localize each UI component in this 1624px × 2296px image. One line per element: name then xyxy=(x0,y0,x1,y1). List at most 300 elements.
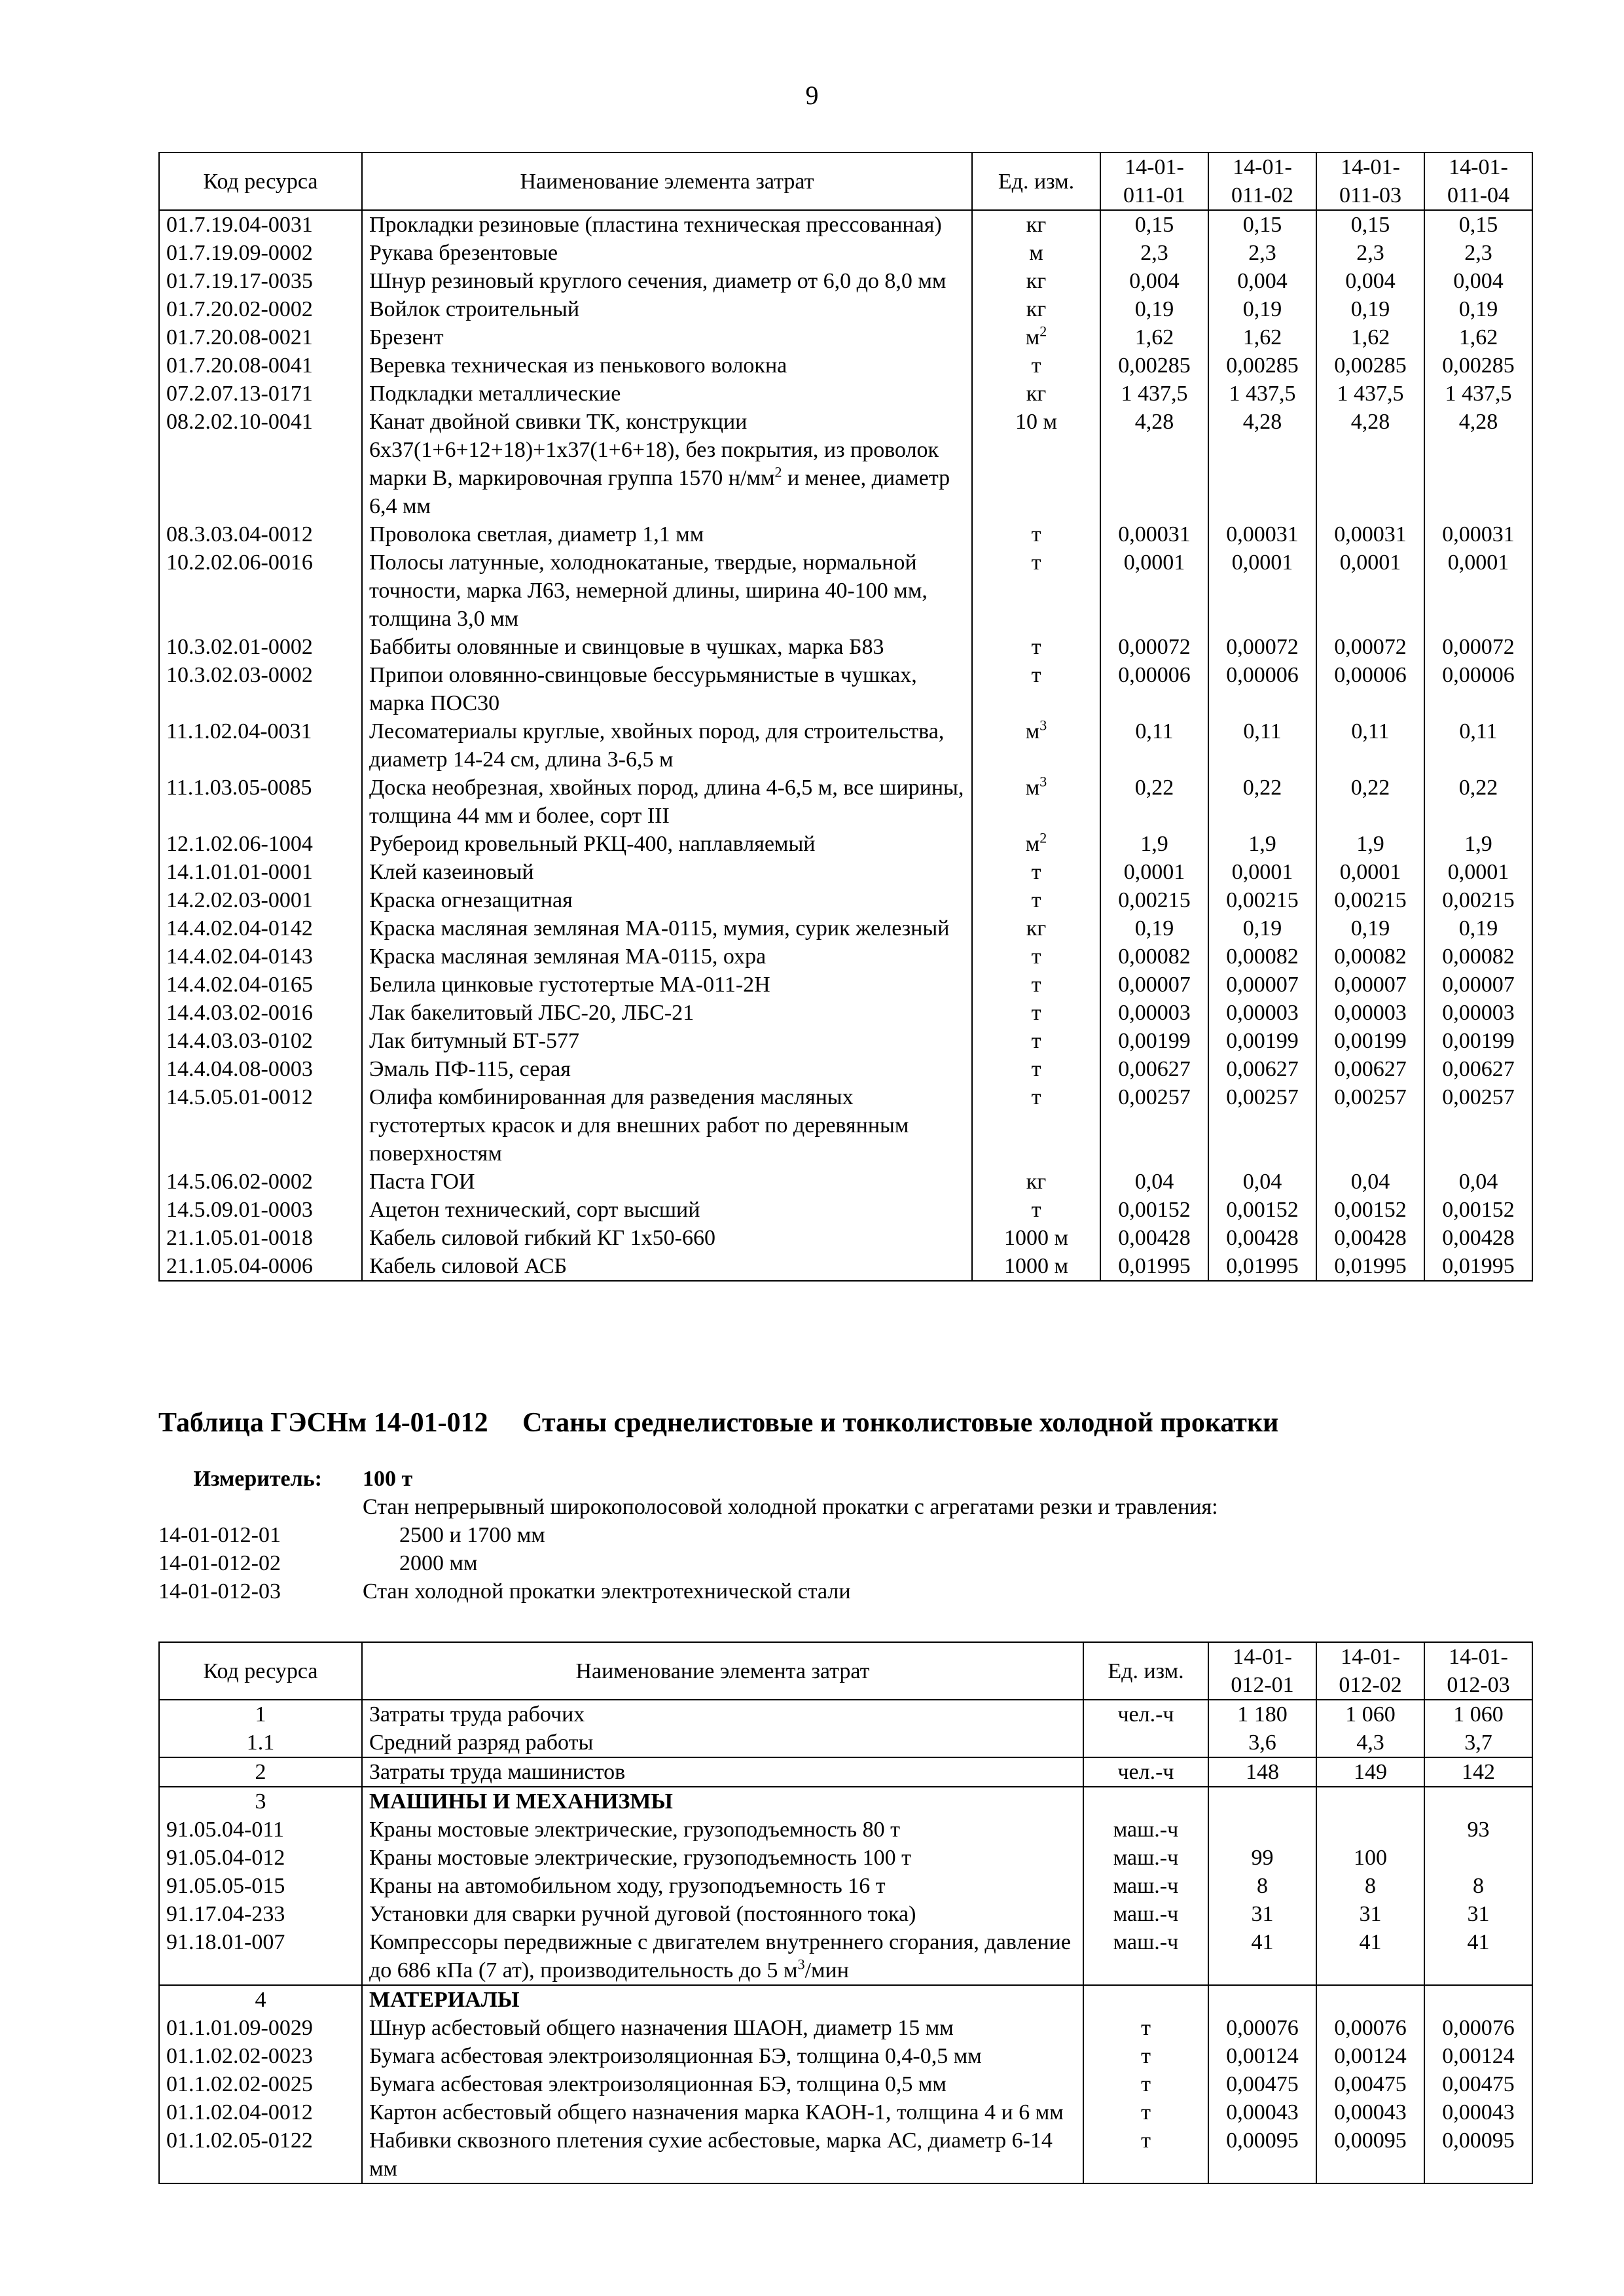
resource-code: 21.1.05.01-0018 xyxy=(159,1224,362,1252)
resource-code: 01.7.20.08-0021 xyxy=(159,323,362,351)
value-col-3: 8 xyxy=(1424,1872,1532,1900)
resource-code: 01.1.02.02-0023 xyxy=(159,2042,362,2070)
table-row xyxy=(159,1844,1532,1872)
value-col-2: 0,00082 xyxy=(1208,942,1316,971)
resource-name: Компрессоры передвижные с двигателем внутреннего сгорания, давление до 686 кПа (7 ат), производительность до 5 $м^3$/мин xyxy=(362,1928,1083,1985)
value-col-2: 149 xyxy=(1316,1757,1424,1787)
resource-name: Кабель силовой АСБ xyxy=(362,1252,972,1281)
value-col-3: 3,7 xyxy=(1424,1729,1532,1757)
value-col-3 xyxy=(1424,1787,1532,1816)
table-row xyxy=(159,971,1532,999)
resource-name: Баббиты оловянные и свинцовые в чушках, марка Б83 xyxy=(362,633,972,661)
resource-name: Олифа комбинированная для разведения масляных густотертых красок и для внешних работ по деревянным поверхностям xyxy=(362,1083,972,1168)
value-col-1: 0,00007 xyxy=(1100,971,1208,999)
resource-code: 4 xyxy=(159,1985,362,2014)
unit: кг xyxy=(972,267,1100,295)
value-col-4: 0,01995 xyxy=(1424,1252,1532,1281)
value-col-1: 0,00428 xyxy=(1100,1224,1208,1252)
resource-code: 01.7.19.04-0031 xyxy=(159,210,362,239)
header-col-3: 14-01-011-03 xyxy=(1316,152,1424,210)
resource-code: 01.7.20.02-0002 xyxy=(159,295,362,323)
resource-code: 91.05.04-012 xyxy=(159,1844,362,1872)
value-col-4: 0,004 xyxy=(1424,267,1532,295)
value-col-1: 0,00072 xyxy=(1100,633,1208,661)
table-row xyxy=(159,408,1532,520)
value-col-4: 0,15 xyxy=(1424,210,1532,239)
value-col-2: 0,00006 xyxy=(1208,661,1316,717)
resource-name: Краны мостовые электрические, грузоподъемность 80 т xyxy=(362,1816,1083,1844)
table-row xyxy=(159,661,1532,717)
value-col-3: 0,19 xyxy=(1316,914,1424,942)
value-col-1: 1 437,5 xyxy=(1100,380,1208,408)
value-col-1: 0,15 xyxy=(1100,210,1208,239)
resource-code: 01.7.20.08-0041 xyxy=(159,351,362,380)
resource-code: 01.7.19.17-0035 xyxy=(159,267,362,295)
value-col-2: 8 xyxy=(1316,1872,1424,1900)
resource-name: Краска огнезащитная xyxy=(362,886,972,914)
header-col-1: 14-01-011-01 xyxy=(1100,152,1208,210)
resource-name: Рукава брезентовые xyxy=(362,239,972,267)
resource-name: МАТЕРИАЛЫ xyxy=(362,1985,1083,2014)
resource-name: Затраты труда рабочих xyxy=(362,1700,1083,1729)
value-col-1: 0,19 xyxy=(1100,295,1208,323)
value-col-1: 0,00003 xyxy=(1100,999,1208,1027)
value-col-1: 0,00475 xyxy=(1208,2070,1316,2098)
value-col-3: 0,00152 xyxy=(1316,1196,1424,1224)
value-col-2: 0,0001 xyxy=(1208,858,1316,886)
resource-name: Лак битумный БТ-577 xyxy=(362,1027,972,1055)
value-col-2: 1,9 xyxy=(1208,830,1316,858)
resources-table-14-01-012 xyxy=(158,1641,1533,2184)
table-row xyxy=(159,1055,1532,1083)
value-col-3: 0,00006 xyxy=(1316,661,1424,717)
unit: т xyxy=(1083,2014,1208,2042)
value-col-3: 0,0001 xyxy=(1316,858,1424,886)
table-row xyxy=(159,2070,1532,2098)
resources-table-14-01-011 xyxy=(158,152,1533,1282)
value-col-3: 0,00072 xyxy=(1316,633,1424,661)
unit: 1000 м xyxy=(972,1252,1100,1281)
value-col-2: 0,01995 xyxy=(1208,1252,1316,1281)
resource-name: Эмаль ПФ-115, серая xyxy=(362,1055,972,1083)
value-col-1: 0,004 xyxy=(1100,267,1208,295)
value-col-1: 0,00627 xyxy=(1100,1055,1208,1083)
value-col-2: 4,3 xyxy=(1316,1729,1424,1757)
value-col-3: 0,00082 xyxy=(1316,942,1424,971)
resource-name: Набивки сквозного плетения сухие асбестовые, марка АС, диаметр 6-14 мм xyxy=(362,2126,1083,2183)
measure-item-code: 14-01-012-01 xyxy=(158,1523,281,1547)
unit: т xyxy=(1083,2126,1208,2183)
header-col-1: 14-01-012-01 xyxy=(1208,1642,1316,1700)
value-col-1: 0,00031 xyxy=(1100,520,1208,548)
section-row xyxy=(159,1985,1532,2014)
value-col-3: 93 xyxy=(1424,1816,1532,1844)
value-col-2: 0,15 xyxy=(1208,210,1316,239)
resource-name: Паста ГОИ xyxy=(362,1168,972,1196)
table-row xyxy=(159,1729,1532,1757)
unit: т xyxy=(972,351,1100,380)
table-row xyxy=(159,717,1532,774)
value-col-4: 0,00003 xyxy=(1424,999,1532,1027)
resource-name: Брезент xyxy=(362,323,972,351)
header-col-2: 14-01-012-02 xyxy=(1316,1642,1424,1700)
value-col-3: 0,04 xyxy=(1316,1168,1424,1196)
resource-name: Канат двойной свивки ТК, конструкции 6х37(1+6+12+18)+1х37(1+6+18), без покрытия, из проволок марки В, маркировочная группа 1570 $н/мм^2$ и менее, диаметр 6,4 мм xyxy=(362,408,972,520)
value-col-4: 0,00007 xyxy=(1424,971,1532,999)
measure-item-text: Стан холодной прокатки электротехнической стали xyxy=(363,1579,851,1604)
value-col-2 xyxy=(1316,1816,1424,1844)
value-col-2: 0,00428 xyxy=(1208,1224,1316,1252)
resource-code: 14.2.02.03-0001 xyxy=(159,886,362,914)
value-col-3: 4,28 xyxy=(1316,408,1424,520)
value-col-3: 0,01995 xyxy=(1316,1252,1424,1281)
value-col-1: 0,19 xyxy=(1100,914,1208,942)
value-col-1: 4,28 xyxy=(1100,408,1208,520)
value-col-2: 0,00475 xyxy=(1316,2070,1424,2098)
unit: $м^3$ xyxy=(972,717,1100,774)
unit: м xyxy=(972,239,1100,267)
value-col-3: 0,00124 xyxy=(1424,2042,1532,2070)
value-col-1: 31 xyxy=(1208,1900,1316,1928)
resource-name: Кабель силовой гибкий КГ 1х50-660 xyxy=(362,1224,972,1252)
resource-name: Подкладки металлические xyxy=(362,380,972,408)
value-col-2: 0,00627 xyxy=(1208,1055,1316,1083)
section-row xyxy=(159,1700,1532,1729)
resource-name: Затраты труда машинистов xyxy=(362,1757,1083,1787)
value-col-2: 0,11 xyxy=(1208,717,1316,774)
value-col-2: 31 xyxy=(1316,1900,1424,1928)
header-name: Наименование элемента затрат xyxy=(362,1642,1083,1700)
unit: т xyxy=(972,971,1100,999)
value-col-2: 1 060 xyxy=(1316,1700,1424,1729)
value-col-3: 0,00475 xyxy=(1424,2070,1532,2098)
resource-name: Бумага асбестовая электроизоляционная БЭ, толщина 0,4-0,5 мм xyxy=(362,2042,1083,2070)
unit: маш.-ч xyxy=(1083,1816,1208,1844)
value-col-3: 1,9 xyxy=(1316,830,1424,858)
value-col-4: 0,04 xyxy=(1424,1168,1532,1196)
value-col-3: 2,3 xyxy=(1316,239,1424,267)
value-col-3: 0,00043 xyxy=(1424,2098,1532,2126)
table-row xyxy=(159,1083,1532,1168)
value-col-3: 0,00428 xyxy=(1316,1224,1424,1252)
unit: т xyxy=(1083,2070,1208,2098)
value-col-4: 4,28 xyxy=(1424,408,1532,520)
resource-name: Лесоматериалы круглые, хвойных пород, для строительства, диаметр 14-24 см, длина 3-6,5 м xyxy=(362,717,972,774)
value-col-1 xyxy=(1208,1985,1316,2014)
resource-code: 11.1.03.05-0085 xyxy=(159,774,362,830)
header-unit: Ед. изм. xyxy=(972,152,1100,210)
unit: чел.-ч xyxy=(1083,1700,1208,1729)
value-col-1: 0,22 xyxy=(1100,774,1208,830)
unit xyxy=(1083,1985,1208,2014)
value-col-3: 41 xyxy=(1424,1928,1532,1985)
value-col-3: 0,00215 xyxy=(1316,886,1424,914)
unit: т xyxy=(972,520,1100,548)
table-row xyxy=(159,914,1532,942)
value-col-4: 0,00627 xyxy=(1424,1055,1532,1083)
value-col-1: 148 xyxy=(1208,1757,1316,1787)
unit: маш.-ч xyxy=(1083,1900,1208,1928)
header-code: Код ресурса xyxy=(159,1642,362,1700)
resource-name: Полосы латунные, холоднокатаные, твердые, нормальной точности, марка Л63, немерной длины, ширина 40-100 мм, толщина 3,0 мм xyxy=(362,548,972,633)
resource-name: Войлок строительный xyxy=(362,295,972,323)
measure-item-text: 2000 мм xyxy=(399,1551,478,1575)
unit: $м^2$ xyxy=(972,830,1100,858)
value-col-3: 1,62 xyxy=(1316,323,1424,351)
value-col-4: 0,22 xyxy=(1424,774,1532,830)
table-row xyxy=(159,267,1532,295)
unit: кг xyxy=(972,380,1100,408)
value-col-4: 1,9 xyxy=(1424,830,1532,858)
value-col-2: 0,00003 xyxy=(1208,999,1316,1027)
unit: т xyxy=(1083,2042,1208,2070)
unit: кг xyxy=(972,914,1100,942)
value-col-4: 1 437,5 xyxy=(1424,380,1532,408)
unit: 1000 м xyxy=(972,1224,1100,1252)
value-col-1: 1,9 xyxy=(1100,830,1208,858)
value-col-1: 0,01995 xyxy=(1100,1252,1208,1281)
resource-code: 10.3.02.01-0002 xyxy=(159,633,362,661)
unit: 10 м xyxy=(972,408,1100,520)
value-col-3: 0,00199 xyxy=(1316,1027,1424,1055)
resource-code: 01.1.02.04-0012 xyxy=(159,2098,362,2126)
page-number: 9 xyxy=(805,81,819,110)
measure-item xyxy=(158,1549,1218,1577)
value-col-2: 0,00031 xyxy=(1208,520,1316,548)
table-row xyxy=(159,1196,1532,1224)
unit: т xyxy=(972,942,1100,971)
unit: т xyxy=(972,633,1100,661)
unit: т xyxy=(972,999,1100,1027)
unit: кг xyxy=(972,295,1100,323)
value-col-4: 0,00082 xyxy=(1424,942,1532,971)
resource-name: Шнур резиновый круглого сечения, диаметр от 6,0 до 8,0 мм xyxy=(362,267,972,295)
resource-code: 14.4.04.08-0003 xyxy=(159,1055,362,1083)
value-col-1: 0,00043 xyxy=(1208,2098,1316,2126)
value-col-2: 1 437,5 xyxy=(1208,380,1316,408)
value-col-1: 1,62 xyxy=(1100,323,1208,351)
value-col-4: 0,19 xyxy=(1424,914,1532,942)
measure-item xyxy=(158,1577,1218,1605)
resource-name: Краска масляная земляная МА-0115, охра xyxy=(362,942,972,971)
value-col-2: 0,19 xyxy=(1208,295,1316,323)
value-col-2: 0,00199 xyxy=(1208,1027,1316,1055)
resource-code: 14.5.05.01-0012 xyxy=(159,1083,362,1168)
value-col-2: 0,00124 xyxy=(1316,2042,1424,2070)
header-col-2: 14-01-011-02 xyxy=(1208,152,1316,210)
table-row xyxy=(159,2014,1532,2042)
unit: маш.-ч xyxy=(1083,1844,1208,1872)
resource-code: 21.1.05.04-0006 xyxy=(159,1252,362,1281)
header-name: Наименование элемента затрат xyxy=(362,152,972,210)
value-col-1 xyxy=(1208,1787,1316,1816)
value-col-2: 0,0001 xyxy=(1208,548,1316,633)
resource-code: 91.05.04-011 xyxy=(159,1816,362,1844)
table-row xyxy=(159,999,1532,1027)
resource-code: 01.1.02.05-0122 xyxy=(159,2126,362,2183)
table-row xyxy=(159,548,1532,633)
value-col-2 xyxy=(1316,1787,1424,1816)
resource-code: 14.5.09.01-0003 xyxy=(159,1196,362,1224)
value-col-1: 3,6 xyxy=(1208,1729,1316,1757)
measure-item-text: 2500 и 1700 мм xyxy=(399,1523,545,1547)
resource-code: 14.4.02.04-0143 xyxy=(159,942,362,971)
value-col-1: 0,00124 xyxy=(1208,2042,1316,2070)
value-col-2: 0,00285 xyxy=(1208,351,1316,380)
table-row xyxy=(159,1928,1532,1985)
value-col-2: 100 xyxy=(1316,1844,1424,1872)
table-row xyxy=(159,351,1532,380)
resource-code: 11.1.02.04-0031 xyxy=(159,717,362,774)
unit: т xyxy=(972,886,1100,914)
value-col-1: 0,00215 xyxy=(1100,886,1208,914)
measure-item-code: 14-01-012-03 xyxy=(158,1579,281,1604)
resource-code: 14.4.03.03-0102 xyxy=(159,1027,362,1055)
resource-name: Прокладки резиновые (пластина техническая прессованная) xyxy=(362,210,972,239)
table-row xyxy=(159,633,1532,661)
value-col-4: 0,0001 xyxy=(1424,858,1532,886)
unit: т xyxy=(972,1196,1100,1224)
table-row xyxy=(159,1168,1532,1196)
value-col-1: 0,00082 xyxy=(1100,942,1208,971)
value-col-3: 0,004 xyxy=(1316,267,1424,295)
value-col-4: 1,62 xyxy=(1424,323,1532,351)
value-col-1: 0,00006 xyxy=(1100,661,1208,717)
value-col-1: 0,11 xyxy=(1100,717,1208,774)
value-col-1: 8 xyxy=(1208,1872,1316,1900)
resource-code: 01.1.01.09-0029 xyxy=(159,2014,362,2042)
value-col-2: 2,3 xyxy=(1208,239,1316,267)
value-col-1: 0,00257 xyxy=(1100,1083,1208,1168)
resource-name: Краска масляная земляная МА-0115, мумия, сурик железный xyxy=(362,914,972,942)
value-col-3 xyxy=(1424,1844,1532,1872)
resource-name: Бумага асбестовая электроизоляционная БЭ, толщина 0,5 мм xyxy=(362,2070,1083,2098)
value-col-4: 0,00428 xyxy=(1424,1224,1532,1252)
table-row xyxy=(159,210,1532,239)
value-col-3: 31 xyxy=(1424,1900,1532,1928)
resource-code: 14.4.03.02-0016 xyxy=(159,999,362,1027)
resource-code: 14.4.02.04-0142 xyxy=(159,914,362,942)
table-row xyxy=(159,239,1532,267)
value-col-1 xyxy=(1208,1816,1316,1844)
value-col-1: 0,00095 xyxy=(1208,2126,1316,2183)
value-col-3: 1 437,5 xyxy=(1316,380,1424,408)
header-code: Код ресурса xyxy=(159,152,362,210)
resource-name: Рубероид кровельный РКЦ-400, наплавляемый xyxy=(362,830,972,858)
unit: т xyxy=(972,1027,1100,1055)
header-col-4: 14-01-011-04 xyxy=(1424,152,1532,210)
unit: т xyxy=(972,548,1100,633)
resource-code: 2 xyxy=(159,1757,362,1787)
unit: т xyxy=(972,1055,1100,1083)
measure-block xyxy=(158,1465,1218,1605)
resource-name: Веревка техническая из пенькового волокна xyxy=(362,351,972,380)
value-col-3: 0,00076 xyxy=(1424,2014,1532,2042)
unit: т xyxy=(1083,2098,1208,2126)
table-title xyxy=(158,1407,1278,1439)
header-col-3: 14-01-012-03 xyxy=(1424,1642,1532,1700)
value-col-2 xyxy=(1316,1985,1424,2014)
table-row xyxy=(159,858,1532,886)
resource-code: 10.2.02.06-0016 xyxy=(159,548,362,633)
table-row xyxy=(159,295,1532,323)
resource-code: 91.05.05-015 xyxy=(159,1872,362,1900)
resource-name: Проволока светлая, диаметр 1,1 мм xyxy=(362,520,972,548)
unit: маш.-ч xyxy=(1083,1928,1208,1985)
value-col-2: 4,28 xyxy=(1208,408,1316,520)
table-row xyxy=(159,1027,1532,1055)
value-col-1: 0,00152 xyxy=(1100,1196,1208,1224)
value-col-4: 0,19 xyxy=(1424,295,1532,323)
value-col-1: 0,04 xyxy=(1100,1168,1208,1196)
value-col-2: 0,00007 xyxy=(1208,971,1316,999)
value-col-1: 1 180 xyxy=(1208,1700,1316,1729)
table-row xyxy=(159,323,1532,351)
value-col-1: 41 xyxy=(1208,1928,1316,1985)
resource-name: Клей казеиновый xyxy=(362,858,972,886)
unit: т xyxy=(972,1083,1100,1168)
resource-code: 1 xyxy=(159,1700,362,1729)
value-col-3: 0,00003 xyxy=(1316,999,1424,1027)
value-col-2: 41 xyxy=(1316,1928,1424,1985)
resource-code: 14.1.01.01-0001 xyxy=(159,858,362,886)
resource-name: Шнур асбестовый общего назначения ШАОН, диаметр 15 мм xyxy=(362,2014,1083,2042)
table-row xyxy=(159,1252,1532,1281)
resource-code: 08.3.03.04-0012 xyxy=(159,520,362,548)
table-row xyxy=(159,830,1532,858)
value-col-3: 0,00007 xyxy=(1316,971,1424,999)
resource-name: Ацетон технический, сорт высший xyxy=(362,1196,972,1224)
table-title-prefix: Таблица ГЭСНм 14-01-012 xyxy=(158,1408,488,1438)
resource-code: 08.2.02.10-0041 xyxy=(159,408,362,520)
value-col-2: 1,62 xyxy=(1208,323,1316,351)
resource-code: 14.4.02.04-0165 xyxy=(159,971,362,999)
measure-value: 100 т xyxy=(363,1467,413,1491)
value-col-4: 0,11 xyxy=(1424,717,1532,774)
resource-code: 14.5.06.02-0002 xyxy=(159,1168,362,1196)
resource-code: 3 xyxy=(159,1787,362,1816)
resource-name: Средний разряд работы xyxy=(362,1729,1083,1757)
value-col-1: 2,3 xyxy=(1100,239,1208,267)
section-row xyxy=(159,1757,1532,1787)
value-col-1: 99 xyxy=(1208,1844,1316,1872)
unit: т xyxy=(972,858,1100,886)
unit: т xyxy=(972,661,1100,717)
measure-description: Стан непрерывный широкополосовой холодной прокатки с агрегатами резки и травления: xyxy=(363,1495,1218,1519)
resource-name: Краны мостовые электрические, грузоподъемность 100 т xyxy=(362,1844,1083,1872)
resource-code: 91.18.01-007 xyxy=(159,1928,362,1985)
resource-name: Доска необрезная, хвойных пород, длина 4-6,5 м, все ширины, толщина 44 мм и более, сорт III xyxy=(362,774,972,830)
unit: кг xyxy=(972,1168,1100,1196)
table-row xyxy=(159,1224,1532,1252)
unit: $м^3$ xyxy=(972,774,1100,830)
table-row xyxy=(159,2042,1532,2070)
resource-code: 01.1.02.02-0025 xyxy=(159,2070,362,2098)
value-col-4: 0,00152 xyxy=(1424,1196,1532,1224)
resource-name: МАШИНЫ И МЕХАНИЗМЫ xyxy=(362,1787,1083,1816)
unit: маш.-ч xyxy=(1083,1872,1208,1900)
value-col-2: 0,00095 xyxy=(1316,2126,1424,2183)
header-unit: Ед. изм. xyxy=(1083,1642,1208,1700)
value-col-4: 0,00006 xyxy=(1424,661,1532,717)
table-row xyxy=(159,1900,1532,1928)
value-col-3: 0,00285 xyxy=(1316,351,1424,380)
value-col-3: 0,22 xyxy=(1316,774,1424,830)
value-col-2: 0,00257 xyxy=(1208,1083,1316,1168)
resource-name: Установки для сварки ручной дуговой (постоянного тока) xyxy=(362,1900,1083,1928)
measure-label: Измеритель: xyxy=(193,1467,322,1491)
table-row xyxy=(159,1816,1532,1844)
